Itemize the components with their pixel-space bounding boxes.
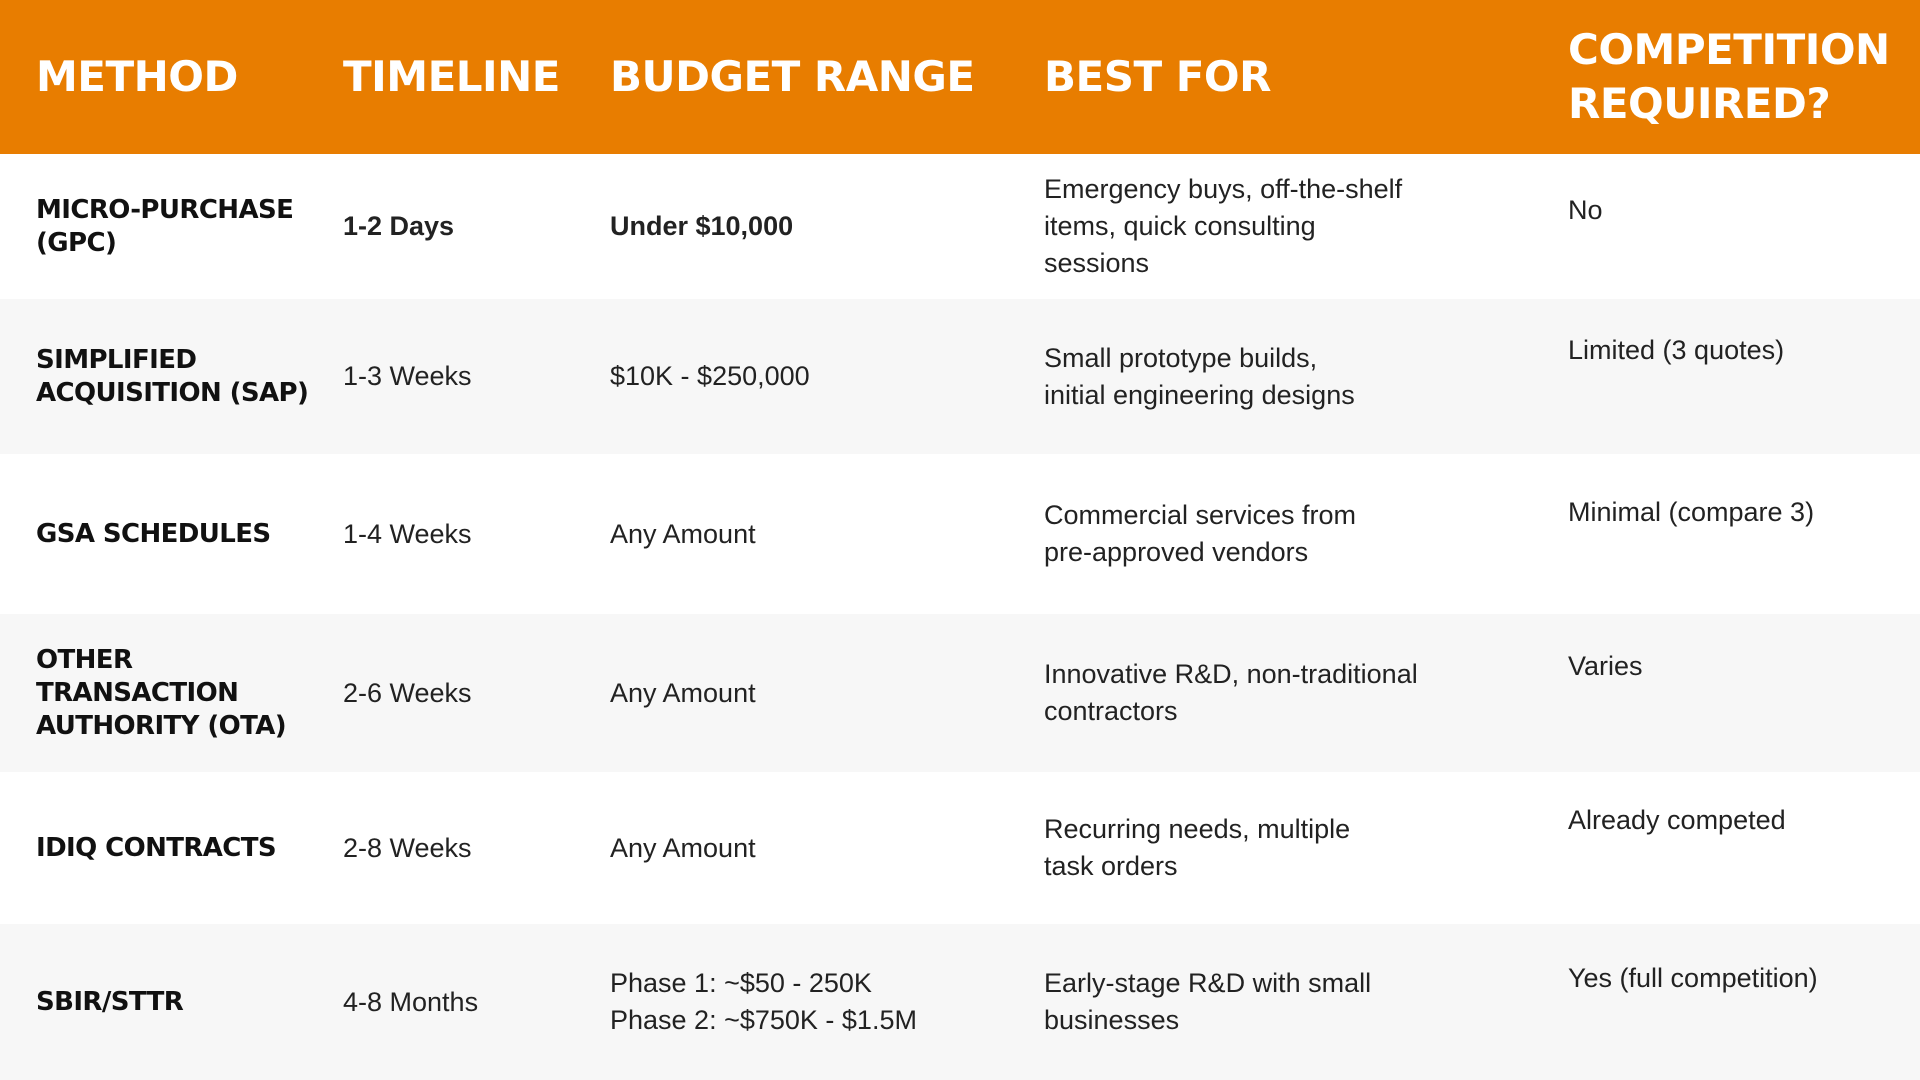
competition-cell: Limited (3 quotes) xyxy=(1568,335,1785,365)
table-row xyxy=(0,924,1920,1080)
method-cell: OTHER TRANSACTION AUTHORITY (OTA) xyxy=(36,644,287,741)
timeline-cell: 1-4 Weeks xyxy=(343,518,472,549)
method-cell: GSA SCHEDULES xyxy=(36,518,271,549)
competition-cell: Already competed xyxy=(1568,805,1786,835)
method-cell: IDIQ CONTRACTS xyxy=(36,832,277,863)
budget-cell: Any Amount xyxy=(610,832,756,863)
timeline-cell: 2-8 Weeks xyxy=(343,832,472,863)
table-row xyxy=(0,614,1920,772)
budget-cell: $10K - $250,000 xyxy=(610,361,810,391)
competition-cell: Minimal (compare 3) xyxy=(1568,497,1815,527)
header-budget-range: BUDGET RANGE xyxy=(610,52,975,101)
best-for-cell: Early-stage R&D with small businesses xyxy=(1044,968,1372,1035)
timeline-cell: 1-3 Weeks xyxy=(343,361,472,391)
budget-cell: Phase 1: ~$50 - 250K Phase 2: ~$750K - $1.5M xyxy=(610,968,917,1035)
competition-cell: Yes (full competition) xyxy=(1568,963,1818,993)
timeline-cell: 1-2 Days xyxy=(343,211,455,241)
method-cell: SIMPLIFIED ACQUISITION (SAP) xyxy=(36,344,309,408)
timeline-cell: 2-6 Weeks xyxy=(343,677,472,708)
header-best-for: BEST FOR xyxy=(1044,52,1271,101)
best-for-cell: Recurring needs, multiple task orders xyxy=(1044,814,1351,881)
timeline-cell: 4-8 Months xyxy=(343,986,479,1017)
table-header xyxy=(0,0,1920,154)
competition-cell: Varies xyxy=(1568,651,1643,681)
budget-cell: Any Amount xyxy=(610,518,756,549)
budget-cell: Under $10,000 xyxy=(610,211,794,241)
best-for-cell: Commercial services from pre-approved vendors xyxy=(1044,500,1357,567)
best-for-cell: Innovative R&D, non-traditional contractors xyxy=(1044,659,1418,726)
header-competition-required: COMPETITION REQUIRED? xyxy=(1568,25,1890,128)
table-row xyxy=(0,454,1920,614)
best-for-cell: Small prototype builds, initial engineering designs xyxy=(1044,342,1355,410)
competition-cell: No xyxy=(1568,195,1603,225)
table-row xyxy=(0,154,1920,299)
table-row xyxy=(0,772,1920,924)
header-timeline: TIMELINE xyxy=(343,52,560,101)
table-row xyxy=(0,299,1920,454)
best-for-cell: Emergency buys, off-the-shelf items, quick consulting sessions xyxy=(1044,174,1403,278)
budget-cell: Any Amount xyxy=(610,677,756,708)
method-cell: MICRO-PURCHASE (GPC) xyxy=(36,194,294,258)
method-cell: SBIR/STTR xyxy=(36,986,184,1017)
header-method: METHOD xyxy=(36,52,238,101)
